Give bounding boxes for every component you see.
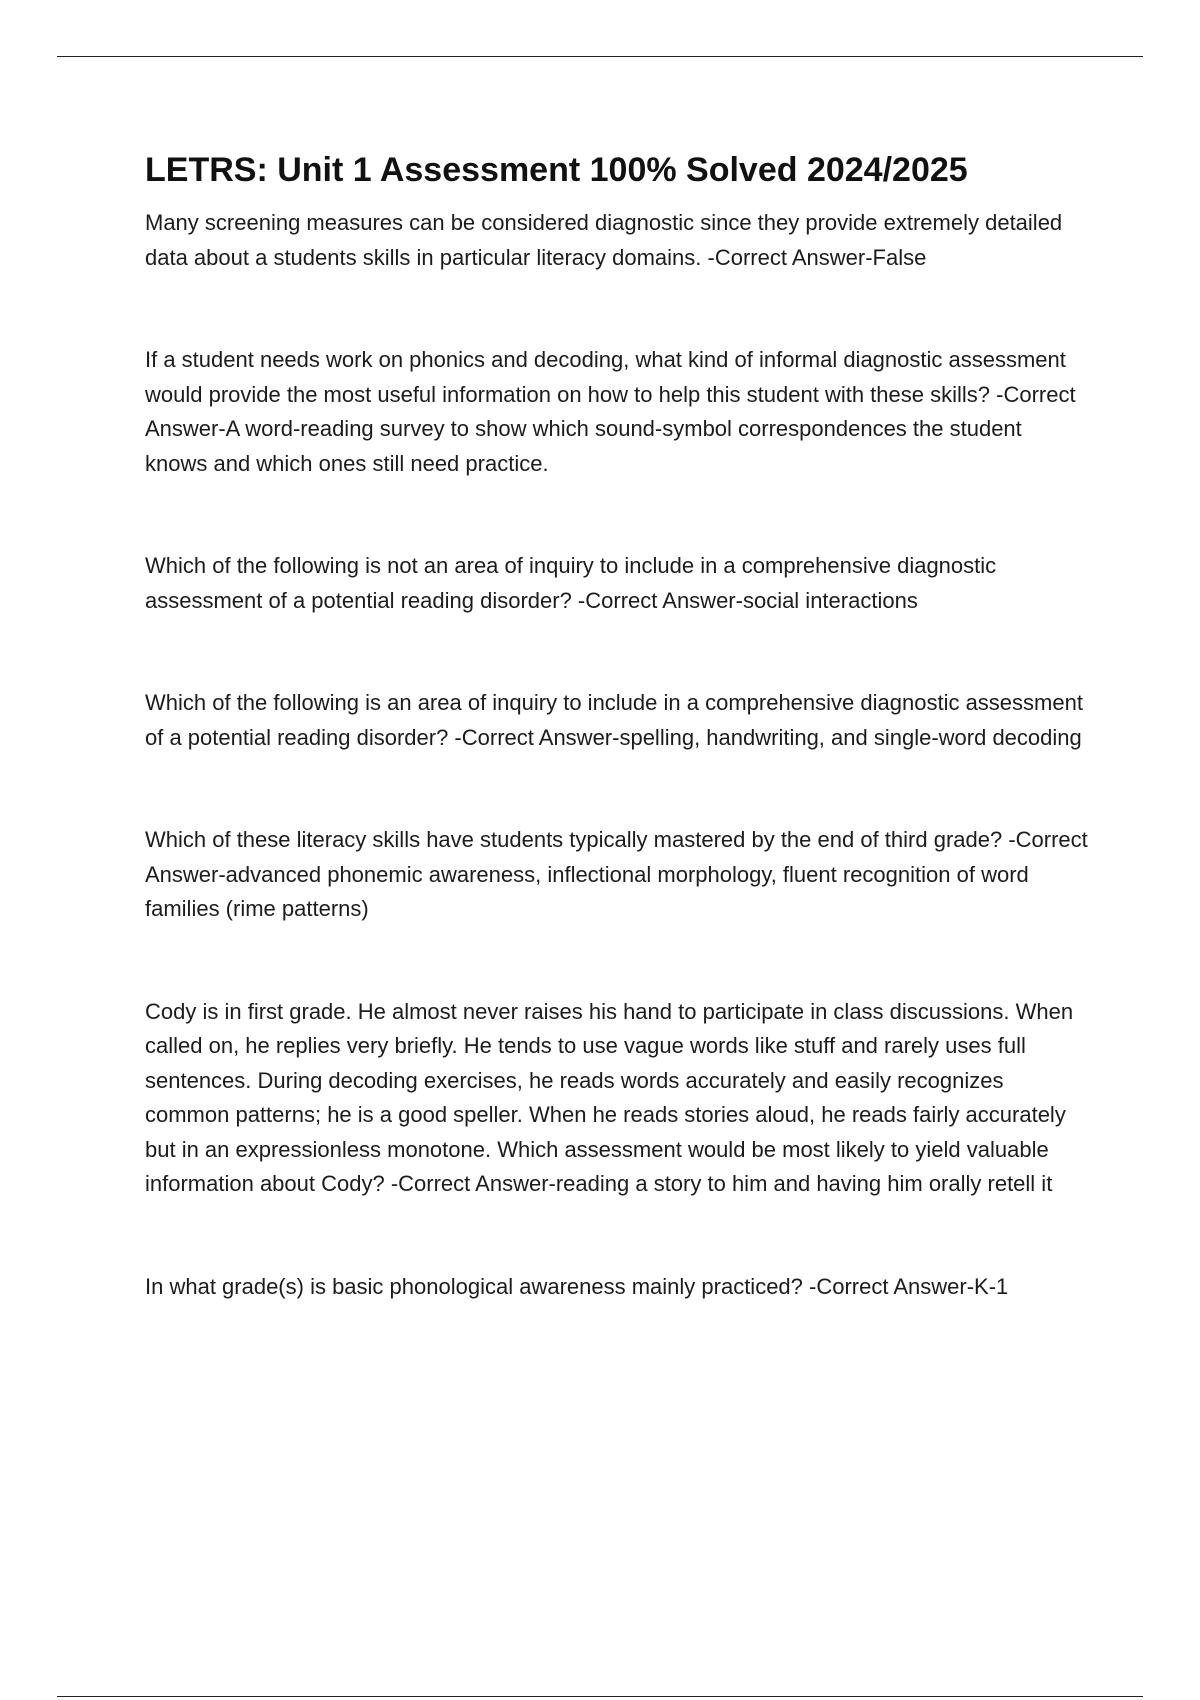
qa-item-7: In what grade(s) is basic phonological awareness mainly practiced? -Correct Answer-K-1 xyxy=(145,1273,1009,1299)
qa-item-4: Which of the following is an area of inquiry to include in a comprehensive diagnostic assessment of a potential reading disorder? -Correct Answer-spelling, handwriting, and single-word decoding xyxy=(145,690,1083,750)
qa-item-1: Many screening measures can be considered diagnostic since they provide extremely detailed data about a students skills in particular literacy domains. -Correct Answer-False xyxy=(145,210,1063,270)
qa-item-6: Cody is in first grade. He almost never raises his hand to participate in class discussions. When called on, he replies very briefly. He tends to use vague words like stuff and rarely uses full sentences. During decoding exercises, he reads words accurately and easily recognizes common patterns; he is a good speller. When he reads stories aloud, he reads fairly accurately but in an expressionless monotone. Which assessment would be most likely to yield valuable information about Cody? -Correct Answer-reading a story to him and having him orally retell it xyxy=(145,998,1074,1196)
qa-item-3: Which of the following is not an area of inquiry to include in a comprehensive diagnostic assessment of a potential reading disorder? -Correct Answer-social interactions xyxy=(145,553,997,613)
qa-item-5: Which of these literacy skills have students typically mastered by the end of third grade? -Correct Answer-advanced phonemic awareness, inflectional morphology, fluent recognition of word families (rime patterns) xyxy=(145,827,1088,921)
qa-item-2: If a student needs work on phonics and decoding, what kind of informal diagnostic assessment would provide the most useful information on how to help this student with these skills? -Correct Answer-A word-reading survey to show which sound-symbol correspondences the student knows and which ones still need practice. xyxy=(145,347,1076,476)
footer-rule xyxy=(57,1696,1143,1697)
header-rule xyxy=(57,56,1143,57)
document-body xyxy=(145,148,1090,1372)
page-title: LETRS: Unit 1 Assessment 100% Solved 2024/2025 xyxy=(145,151,968,189)
